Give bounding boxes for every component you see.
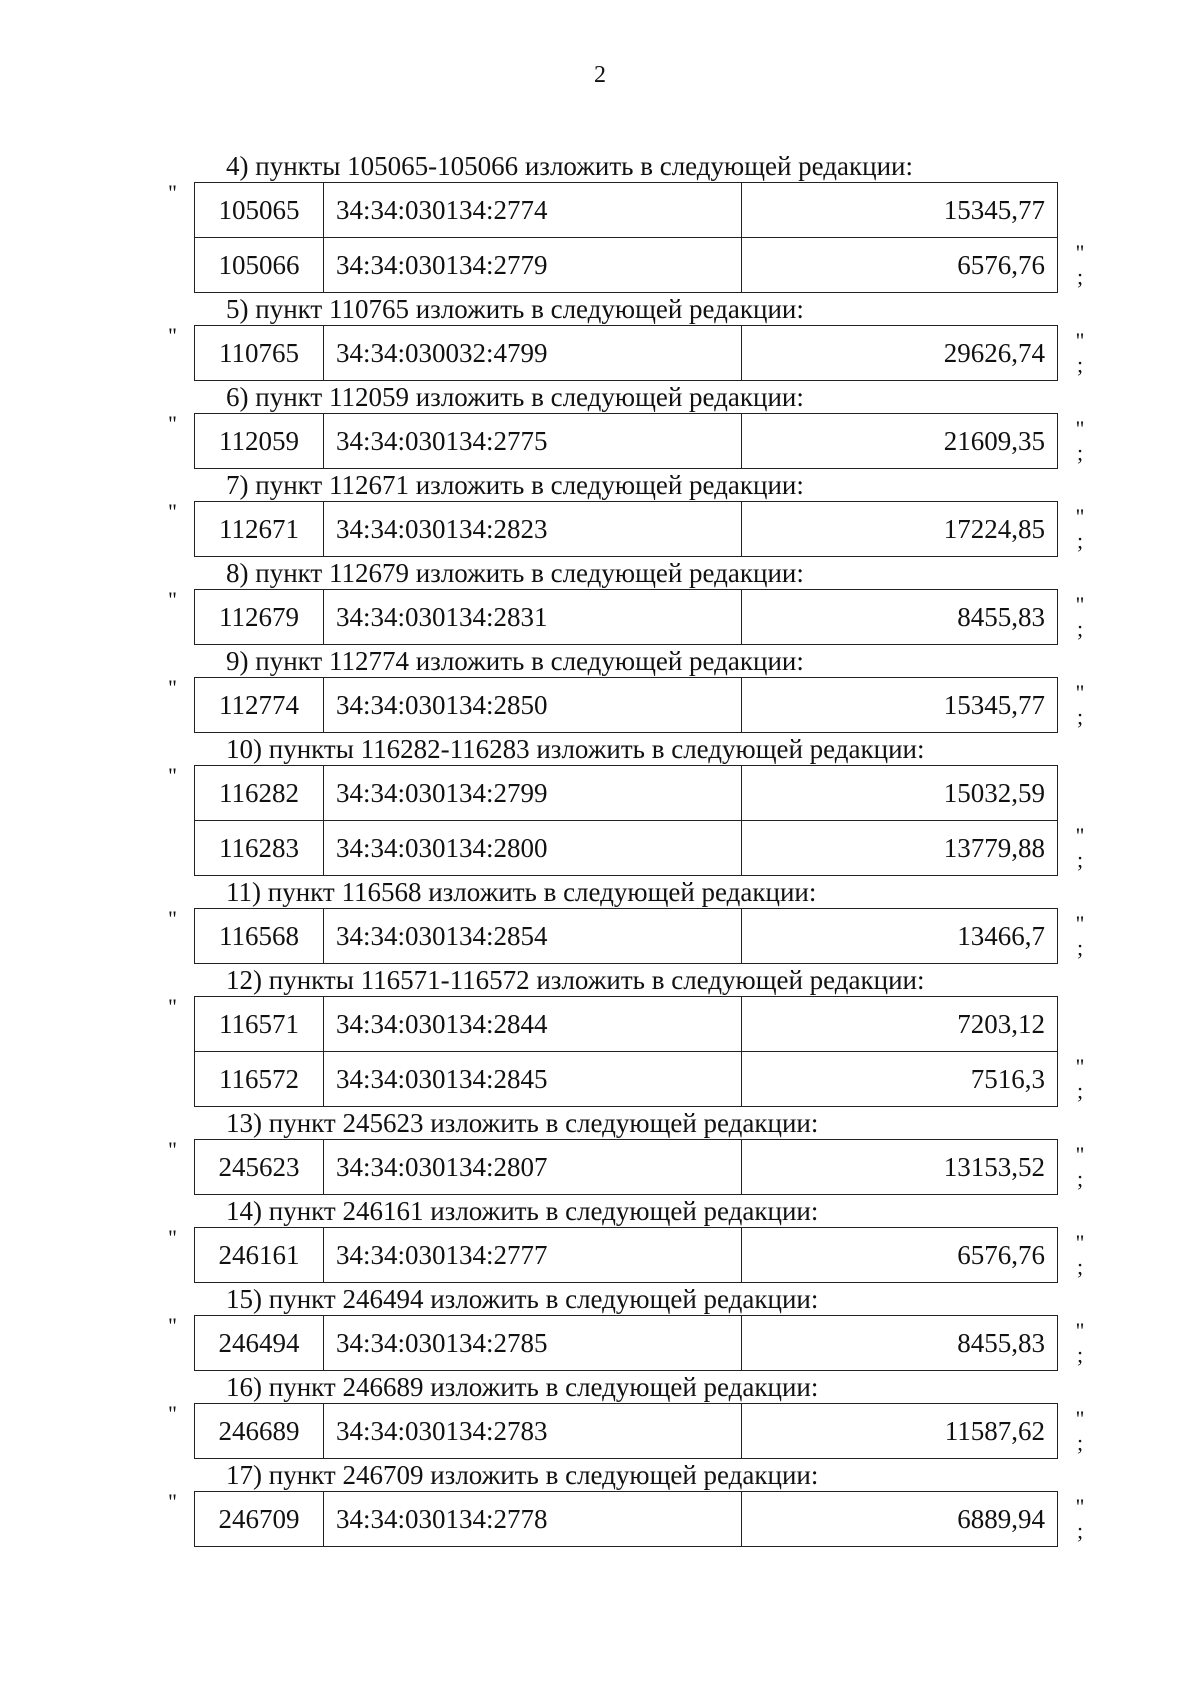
table-row [195,238,1058,293]
row-number-cell: 110765 [195,326,324,381]
opening-quote: " [168,1313,177,1338]
closing-quote [1070,824,1090,872]
cadastral-number-cell: 34:34:030134:2785 [324,1316,742,1371]
opening-quote: " [168,587,177,612]
closing-quote-mark: " [1075,416,1085,441]
value-cell: 8455,83 [742,590,1058,645]
closing-quote-mark: " [1075,328,1085,353]
amendment-table [194,996,1058,1107]
cadastral-number-cell: 34:34:030134:2779 [324,238,742,293]
amendment-table-wrap [168,411,1085,469]
table-row [195,183,1058,238]
terminator-semicolon: ; [1076,1430,1084,1455]
row-number-cell: 112679 [195,590,324,645]
opening-quote: " [168,180,177,205]
amendment-heading: 8) пункт 112679 изложить в следующей редакции: [226,558,804,588]
closing-quote-mark: " [1075,823,1085,848]
amendment-item [0,293,1200,381]
value-cell: 11587,62 [742,1404,1058,1459]
amendment-table-wrap [168,1225,1085,1283]
row-number-cell: 116282 [195,766,324,821]
table-row [195,1140,1058,1195]
amendment-table [194,501,1058,557]
closing-quote [1070,417,1090,465]
table-row [195,326,1058,381]
amendment-table [194,1315,1058,1371]
closing-quote [1070,1407,1090,1455]
row-number-cell: 246709 [195,1492,324,1547]
closing-quote-mark: " [1075,1494,1085,1519]
amendment-heading: 9) пункт 112774 изложить в следующей редакции: [226,646,804,676]
closing-quote [1070,1231,1090,1279]
value-cell: 8455,83 [742,1316,1058,1371]
terminator-semicolon: ; [1076,264,1084,289]
value-cell: 21609,35 [742,414,1058,469]
opening-quote: " [168,1401,177,1426]
amendment-table-wrap [168,1401,1085,1459]
amendment-table-wrap [168,763,1085,876]
terminator-semicolon: ; [1076,847,1084,872]
value-cell: 15345,77 [742,183,1058,238]
opening-quote: " [168,1225,177,1250]
cadastral-number-cell: 34:34:030134:2854 [324,909,742,964]
cadastral-number-cell: 34:34:030134:2778 [324,1492,742,1547]
amendment-table [194,1227,1058,1283]
value-cell: 7203,12 [742,997,1058,1052]
closing-quote [1070,593,1090,641]
value-cell: 13153,52 [742,1140,1058,1195]
amendment-table [194,413,1058,469]
cadastral-number-cell: 34:34:030134:2799 [324,766,742,821]
terminator-semicolon: ; [1076,1166,1084,1191]
value-cell: 6889,94 [742,1492,1058,1547]
opening-quote: " [168,411,177,436]
closing-quote-mark: " [1075,1318,1085,1343]
closing-quote-mark: " [1075,1142,1085,1167]
closing-quote [1070,681,1090,729]
amendment-heading: 16) пункт 246689 изложить в следующей редакции: [226,1372,819,1402]
opening-quote: " [168,499,177,524]
closing-quote-mark: " [1075,1230,1085,1255]
table-row [195,1052,1058,1107]
closing-quote [1070,912,1090,960]
amendment-item [0,1371,1200,1459]
terminator-semicolon: ; [1076,352,1084,377]
row-number-cell: 105065 [195,183,324,238]
amendment-table-wrap [168,1489,1085,1547]
amendment-item [0,1459,1200,1547]
closing-quote-mark: " [1075,240,1085,265]
value-cell: 7516,3 [742,1052,1058,1107]
cadastral-number-cell: 34:34:030134:2775 [324,414,742,469]
opening-quote: " [168,1137,177,1162]
table-row [195,678,1058,733]
cadastral-number-cell: 34:34:030134:2777 [324,1228,742,1283]
table-row [195,766,1058,821]
document-body [0,150,1200,1547]
closing-quote [1070,1055,1090,1103]
table-row [195,1404,1058,1459]
closing-quote [1070,1495,1090,1543]
cadastral-number-cell: 34:34:030134:2845 [324,1052,742,1107]
terminator-semicolon: ; [1076,1078,1084,1103]
terminator-semicolon: ; [1076,440,1084,465]
row-number-cell: 116571 [195,997,324,1052]
amendment-table [194,325,1058,381]
opening-quote: " [168,763,177,788]
value-cell: 6576,76 [742,238,1058,293]
value-cell: 13779,88 [742,821,1058,876]
amendment-item [0,964,1200,1107]
closing-quote [1070,241,1090,289]
row-number-cell: 112059 [195,414,324,469]
cadastral-number-cell: 34:34:030134:2844 [324,997,742,1052]
value-cell: 15032,59 [742,766,1058,821]
cadastral-number-cell: 34:34:030134:2774 [324,183,742,238]
opening-quote: " [168,994,177,1019]
table-row [195,502,1058,557]
cadastral-number-cell: 34:34:030134:2807 [324,1140,742,1195]
row-number-cell: 116568 [195,909,324,964]
amendment-table-wrap [168,1137,1085,1195]
table-row [195,821,1058,876]
amendment-table [194,908,1058,964]
amendment-table [194,677,1058,733]
amendment-table-wrap [168,587,1085,645]
closing-quote [1070,505,1090,553]
amendment-item [0,645,1200,733]
table-row [195,590,1058,645]
table-row [195,1316,1058,1371]
amendment-heading: 15) пункт 246494 изложить в следующей редакции: [226,1284,819,1314]
value-cell: 13466,7 [742,909,1058,964]
amendment-heading: 14) пункт 246161 изложить в следующей редакции: [226,1196,819,1226]
amendment-heading: 17) пункт 246709 изложить в следующей редакции: [226,1460,819,1490]
closing-quote [1070,329,1090,377]
closing-quote-mark: " [1075,592,1085,617]
amendment-item [0,876,1200,964]
terminator-semicolon: ; [1076,1254,1084,1279]
row-number-cell: 246689 [195,1404,324,1459]
row-number-cell: 116283 [195,821,324,876]
amendment-heading: 4) пункты 105065-105066 изложить в следующей редакции: [226,151,913,181]
table-row [195,1492,1058,1547]
value-cell: 6576,76 [742,1228,1058,1283]
amendment-heading: 5) пункт 110765 изложить в следующей редакции: [226,294,804,324]
row-number-cell: 105066 [195,238,324,293]
closing-quote-mark: " [1075,1406,1085,1431]
cadastral-number-cell: 34:34:030134:2783 [324,1404,742,1459]
amendment-table-wrap [168,499,1085,557]
closing-quote-mark: " [1075,911,1085,936]
amendment-table [194,589,1058,645]
amendment-heading: 12) пункты 116571-116572 изложить в следующей редакции: [226,965,925,995]
amendment-item [0,557,1200,645]
row-number-cell: 116572 [195,1052,324,1107]
amendment-item [0,150,1200,293]
amendment-heading: 13) пункт 245623 изложить в следующей редакции: [226,1108,819,1138]
amendment-item [0,1195,1200,1283]
table-row [195,997,1058,1052]
terminator-semicolon: ; [1076,704,1084,729]
opening-quote: " [168,906,177,931]
amendment-table [194,765,1058,876]
closing-quote-mark: " [1075,680,1085,705]
amendment-heading: 10) пункты 116282-116283 изложить в следующей редакции: [226,734,925,764]
amendment-table-wrap [168,323,1085,381]
amendment-table [194,182,1058,293]
page-number: 2 [594,62,606,88]
value-cell: 29626,74 [742,326,1058,381]
amendment-table-wrap [168,994,1085,1107]
row-number-cell: 112774 [195,678,324,733]
amendment-item [0,1283,1200,1371]
closing-quote [1070,1143,1090,1191]
closing-quote-mark: " [1075,1054,1085,1079]
terminator-semicolon: ; [1076,1342,1084,1367]
amendment-table [194,1403,1058,1459]
value-cell: 15345,77 [742,678,1058,733]
value-cell: 17224,85 [742,502,1058,557]
amendment-table-wrap [168,1313,1085,1371]
amendment-item [0,1107,1200,1195]
amendment-item [0,381,1200,469]
opening-quote: " [168,1489,177,1514]
terminator-semicolon: ; [1076,1518,1084,1543]
closing-quote-mark: " [1075,504,1085,529]
amendment-table-wrap [168,675,1085,733]
terminator-semicolon: ; [1076,616,1084,641]
opening-quote: " [168,323,177,348]
amendment-item [0,733,1200,876]
row-number-cell: 246494 [195,1316,324,1371]
row-number-cell: 245623 [195,1140,324,1195]
amendment-heading: 7) пункт 112671 изложить в следующей редакции: [226,470,804,500]
cadastral-number-cell: 34:34:030134:2831 [324,590,742,645]
cadastral-number-cell: 34:34:030032:4799 [324,326,742,381]
amendment-heading: 11) пункт 116568 изложить в следующей редакции: [226,877,817,907]
row-number-cell: 246161 [195,1228,324,1283]
amendment-table [194,1491,1058,1547]
amendment-item [0,469,1200,557]
cadastral-number-cell: 34:34:030134:2850 [324,678,742,733]
terminator-semicolon: ; [1076,528,1084,553]
amendment-table-wrap [168,906,1085,964]
amendment-heading: 6) пункт 112059 изложить в следующей редакции: [226,382,804,412]
table-row [195,909,1058,964]
amendment-table-wrap [168,180,1085,293]
cadastral-number-cell: 34:34:030134:2823 [324,502,742,557]
cadastral-number-cell: 34:34:030134:2800 [324,821,742,876]
row-number-cell: 112671 [195,502,324,557]
closing-quote [1070,1319,1090,1367]
opening-quote: " [168,675,177,700]
amendment-table [194,1139,1058,1195]
terminator-semicolon: ; [1076,935,1084,960]
table-row [195,1228,1058,1283]
table-row [195,414,1058,469]
